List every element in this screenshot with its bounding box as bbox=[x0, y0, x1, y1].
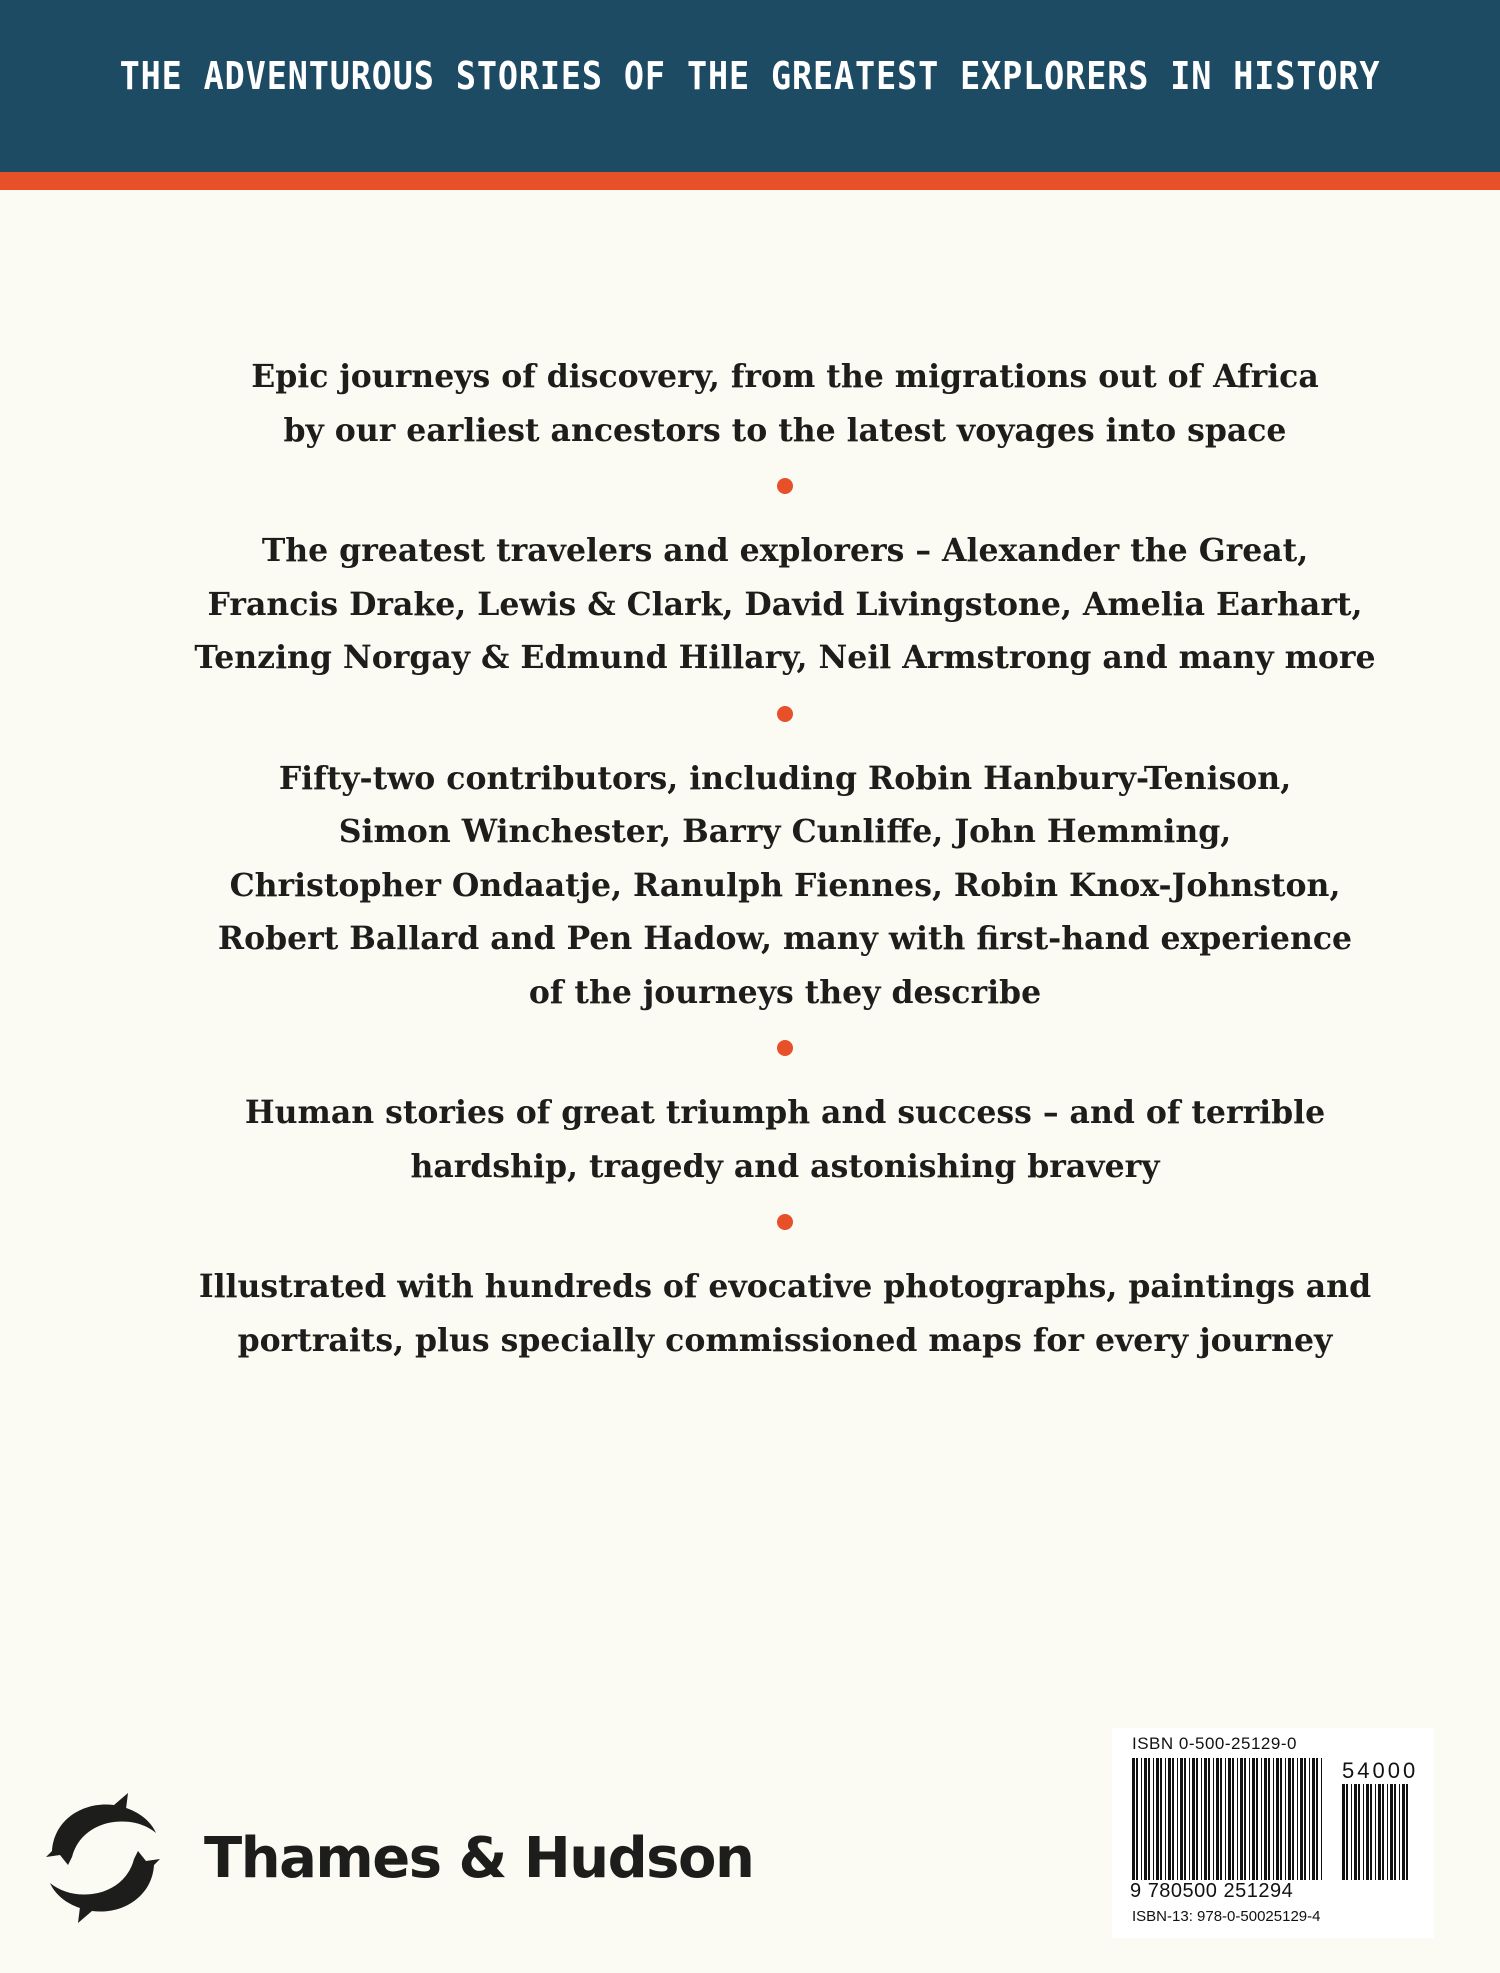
barcode-bar bbox=[1375, 1784, 1376, 1880]
blurb-line: hardship, tragedy and astonishing bravery bbox=[410, 1147, 1160, 1185]
barcode-bar bbox=[1165, 1758, 1166, 1880]
barcode-bar bbox=[1172, 1758, 1174, 1880]
separator-dot-row bbox=[150, 457, 1420, 524]
blurb-line: Fifty-two contributors, including Robin Hanbury-Tenison, bbox=[278, 759, 1292, 797]
barcode-bar bbox=[1196, 1758, 1198, 1880]
barcode-bar bbox=[1261, 1758, 1262, 1880]
publisher-name: Thames & Hudson bbox=[204, 1825, 754, 1891]
separator-dot-row bbox=[150, 1019, 1420, 1086]
barcode-bar bbox=[1168, 1758, 1171, 1880]
barcode-bar bbox=[1177, 1758, 1178, 1880]
barcode-bar bbox=[1192, 1758, 1195, 1880]
barcode-bar bbox=[1406, 1784, 1408, 1880]
isbn-10: ISBN 0-500-25129-0 bbox=[1132, 1734, 1297, 1753]
barcode-bar bbox=[1394, 1784, 1396, 1880]
banner-title: THE ADVENTUROUS STORIES OF THE GREATEST EXPLORERS IN HISTORY bbox=[119, 54, 1381, 98]
barcode-bar bbox=[1370, 1784, 1372, 1880]
blurb-line: Robert Ballard and Pen Hadow, many with first-hand experience bbox=[217, 920, 1353, 957]
barcode-bar bbox=[1156, 1758, 1159, 1880]
barcode-bar bbox=[1312, 1758, 1315, 1880]
barcode-bar bbox=[1288, 1758, 1291, 1880]
separator-dot bbox=[777, 1214, 793, 1230]
barcode-bar bbox=[1300, 1758, 1303, 1880]
barcode-bar bbox=[1189, 1758, 1190, 1880]
blurb-list bbox=[150, 350, 1420, 1367]
dolphins-logo-icon bbox=[38, 1793, 168, 1923]
barcode-bar bbox=[1304, 1758, 1306, 1880]
barcode-bar bbox=[1180, 1758, 1183, 1880]
blurb-line: Human stories of great triumph and success – and of terrible bbox=[244, 1094, 1326, 1131]
ean-barcode bbox=[1130, 1758, 1326, 1880]
barcode-bar bbox=[1184, 1758, 1186, 1880]
blurb-paragraph bbox=[150, 350, 1420, 457]
blurb-line: of the journeys they describe bbox=[528, 973, 1042, 1011]
barcode-bar bbox=[1244, 1758, 1246, 1880]
blurb-line: Tenzing Norgay & Edmund Hillary, Neil Armstrong and many more bbox=[194, 639, 1376, 676]
barcode-bar bbox=[1342, 1784, 1345, 1880]
barcode-bar bbox=[1366, 1784, 1369, 1880]
barcode-bar bbox=[1316, 1758, 1318, 1880]
barcode-bar bbox=[1399, 1784, 1400, 1880]
barcode-bar bbox=[1213, 1758, 1214, 1880]
separator-dot bbox=[777, 1040, 793, 1056]
barcode-bar bbox=[1280, 1758, 1282, 1880]
separator-dot-row bbox=[150, 685, 1420, 752]
barcode-bar bbox=[1160, 1758, 1162, 1880]
barcode-bar bbox=[1268, 1758, 1270, 1880]
barcode-bar bbox=[1285, 1758, 1286, 1880]
barcode-bar bbox=[1201, 1758, 1202, 1880]
blurb-paragraph bbox=[150, 752, 1420, 1020]
barcode-bar bbox=[1273, 1758, 1274, 1880]
separator-dot-row bbox=[150, 1193, 1420, 1260]
barcode-bar bbox=[1382, 1784, 1384, 1880]
barcode-bar bbox=[1402, 1784, 1405, 1880]
barcode-bar bbox=[1249, 1758, 1250, 1880]
ean-right-group: 251294 bbox=[1223, 1880, 1294, 1902]
blurb-line: Epic journeys of discovery, from the migrations out of Africa bbox=[251, 358, 1319, 395]
barcode-bar bbox=[1264, 1758, 1267, 1880]
ean-first-digit: 9 bbox=[1130, 1880, 1142, 1902]
barcode-bar bbox=[1252, 1758, 1255, 1880]
publisher-logo bbox=[38, 1793, 753, 1923]
blurb-paragraph bbox=[150, 1086, 1420, 1193]
barcode-bar bbox=[1237, 1758, 1238, 1880]
blurb-line: Simon Winchester, Barry Cunliffe, John Hemming, bbox=[338, 813, 1232, 850]
ean-left-group: 780500 bbox=[1147, 1880, 1218, 1902]
ean-digits bbox=[1130, 1880, 1293, 1903]
barcode-bar bbox=[1309, 1758, 1310, 1880]
barcode-bar bbox=[1297, 1758, 1298, 1880]
barcode-bar bbox=[1228, 1758, 1231, 1880]
barcode-bar bbox=[1220, 1758, 1222, 1880]
barcode-bar bbox=[1354, 1784, 1357, 1880]
barcode-bar bbox=[1208, 1758, 1210, 1880]
barcode-label bbox=[1112, 1728, 1434, 1938]
barcode-bar bbox=[1148, 1758, 1150, 1880]
barcode-bar bbox=[1132, 1758, 1135, 1880]
separator-dot bbox=[777, 478, 793, 494]
top-banner bbox=[0, 0, 1500, 172]
barcode-bar bbox=[1351, 1784, 1352, 1880]
barcode-bar bbox=[1387, 1784, 1388, 1880]
barcode-bar bbox=[1204, 1758, 1207, 1880]
barcode-bar bbox=[1346, 1784, 1348, 1880]
barcode-bar bbox=[1144, 1758, 1147, 1880]
blurb-line: portraits, plus specially commissioned maps for every journey bbox=[237, 1321, 1333, 1359]
barcode-bar bbox=[1153, 1758, 1154, 1880]
barcode-bar bbox=[1378, 1784, 1381, 1880]
barcode-bar bbox=[1363, 1784, 1364, 1880]
price-code: 54000 bbox=[1342, 1758, 1419, 1783]
barcode-bar bbox=[1292, 1758, 1294, 1880]
blurb-line: by our earliest ancestors to the latest voyages into space bbox=[283, 411, 1287, 449]
barcode-bar bbox=[1136, 1758, 1138, 1880]
blurb-paragraph bbox=[150, 1260, 1420, 1367]
separator-dot bbox=[777, 706, 793, 722]
barcode-bar bbox=[1141, 1758, 1142, 1880]
barcode-bar bbox=[1232, 1758, 1234, 1880]
blurb-line: The greatest travelers and explorers – Alexander the Great, bbox=[261, 532, 1309, 569]
banner-stripe bbox=[0, 172, 1500, 190]
barcode-bar bbox=[1390, 1784, 1393, 1880]
barcode-bar bbox=[1256, 1758, 1258, 1880]
isbn-13: ISBN-13: 978-0-50025129-4 bbox=[1132, 1908, 1321, 1925]
addon-barcode bbox=[1340, 1784, 1414, 1880]
blurb-paragraph bbox=[150, 524, 1420, 685]
barcode-bar bbox=[1276, 1758, 1279, 1880]
barcode-bar bbox=[1321, 1758, 1322, 1880]
barcode-bar bbox=[1225, 1758, 1226, 1880]
blurb-line: Christopher Ondaatje, Ranulph Fiennes, Robin Knox-Johnston, bbox=[229, 866, 1341, 904]
blurb-line: Illustrated with hundreds of evocative photographs, paintings and bbox=[198, 1268, 1372, 1305]
blurb-line: Francis Drake, Lewis & Clark, David Livingstone, Amelia Earhart, bbox=[207, 585, 1363, 623]
barcode-bar bbox=[1216, 1758, 1219, 1880]
barcode-bar bbox=[1358, 1784, 1360, 1880]
barcode-bar bbox=[1240, 1758, 1243, 1880]
